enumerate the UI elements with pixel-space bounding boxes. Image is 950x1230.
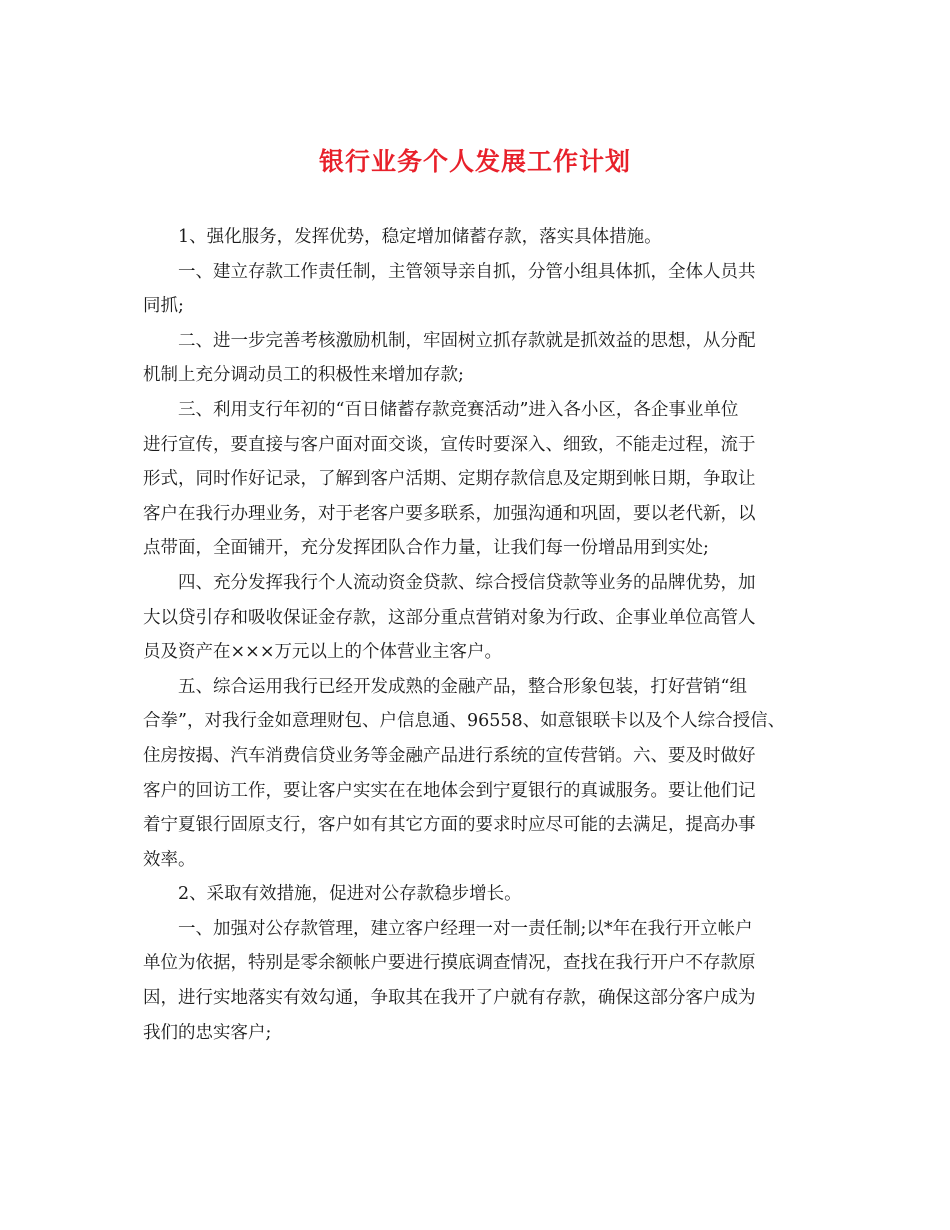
paragraph-line: 1、强化服务，发挥优势，稳定增加储蓄存款，落实具体措施。	[178, 227, 662, 247]
paragraph-line: 员及资产在×××万元以上的个体营业主客户。	[143, 642, 502, 663]
paragraph-line: 形式，同时作好记录，了解到客户活期、定期存款信息及定期到帐日期，争取让	[143, 469, 756, 490]
paragraph-line: 着宁夏银行固原支行，客户如有其它方面的要求时应尽可能的去满足，提高办事	[143, 815, 756, 836]
paragraph-line: 我们的忠实客户;	[143, 1022, 272, 1043]
paragraph-line: 进行宣传，要直接与客户面对面交谈，宣传时要深入、细致，不能走过程，流于	[143, 434, 756, 455]
paragraph-line: 机制上充分调动员工的积极性来增加存款;	[143, 365, 464, 386]
paragraph-line: 住房按揭、汽车消费信贷业务等金融产品进行系统的宣传营销。六、要及时做好	[143, 745, 756, 766]
paragraph-line: 同抓;	[143, 296, 184, 317]
paragraph-line: 五、综合运用我行已经开发成熟的金融产品，整合形象包装，打好营销“组	[178, 676, 747, 697]
paragraph-line: 三、利用支行年初的“百日储蓄存款竞赛活动”进入各小区，各企事业单位	[178, 399, 739, 420]
paragraph-line: 因，进行实地落实有效勾通，争取其在我开了户就有存款，确保这部分客户成为	[143, 988, 756, 1009]
paragraph-line: 大以贷引存和吸收保证金存款，这部分重点营销对象为行政、企事业单位高管人	[143, 607, 756, 628]
paragraph-line: 一、建立存款工作责任制，主管领导亲自抓，分管小组具体抓，全体人员共	[178, 261, 756, 282]
paragraph-line: 2、采取有效措施，促进对公存款稳步增长。	[178, 884, 522, 905]
paragraph-line: 单位为依据，特别是零余额帐户要进行摸底调查情况，查找在我行开户不存款原	[143, 953, 756, 974]
document-title: 银行业务个人发展工作计划	[318, 147, 631, 176]
document-body	[143, 220, 805, 1050]
paragraph-line: 效率。	[143, 849, 196, 870]
paragraph-line: 点带面，全面铺开，充分发挥团队合作力量，让我们每一份增品用到实处;	[143, 538, 709, 559]
paragraph-line: 合拳”，对我行金如意理财包、户信息通、96558、如意银联卡以及个人综合授信、	[143, 711, 786, 732]
paragraph-line: 二、进一步完善考核激励机制，牢固树立抓存款就是抓效益的思想，从分配	[178, 330, 756, 351]
paragraph-line: 客户在我行办理业务，对于老客户要多联系，加强沟通和巩固，要以老代新，以	[143, 503, 756, 524]
paragraph-line: 一、加强对公存款管理，建立客户经理一对一责任制;以*年在我行开立帐户	[178, 918, 753, 939]
paragraph-line: 四、充分发挥我行个人流动资金贷款、综合授信贷款等业务的品牌优势，加	[178, 572, 756, 593]
paragraph-line: 客户的回访工作，要让客户实实在在地体会到宁夏银行的真诚服务。要让他们记	[143, 780, 756, 801]
